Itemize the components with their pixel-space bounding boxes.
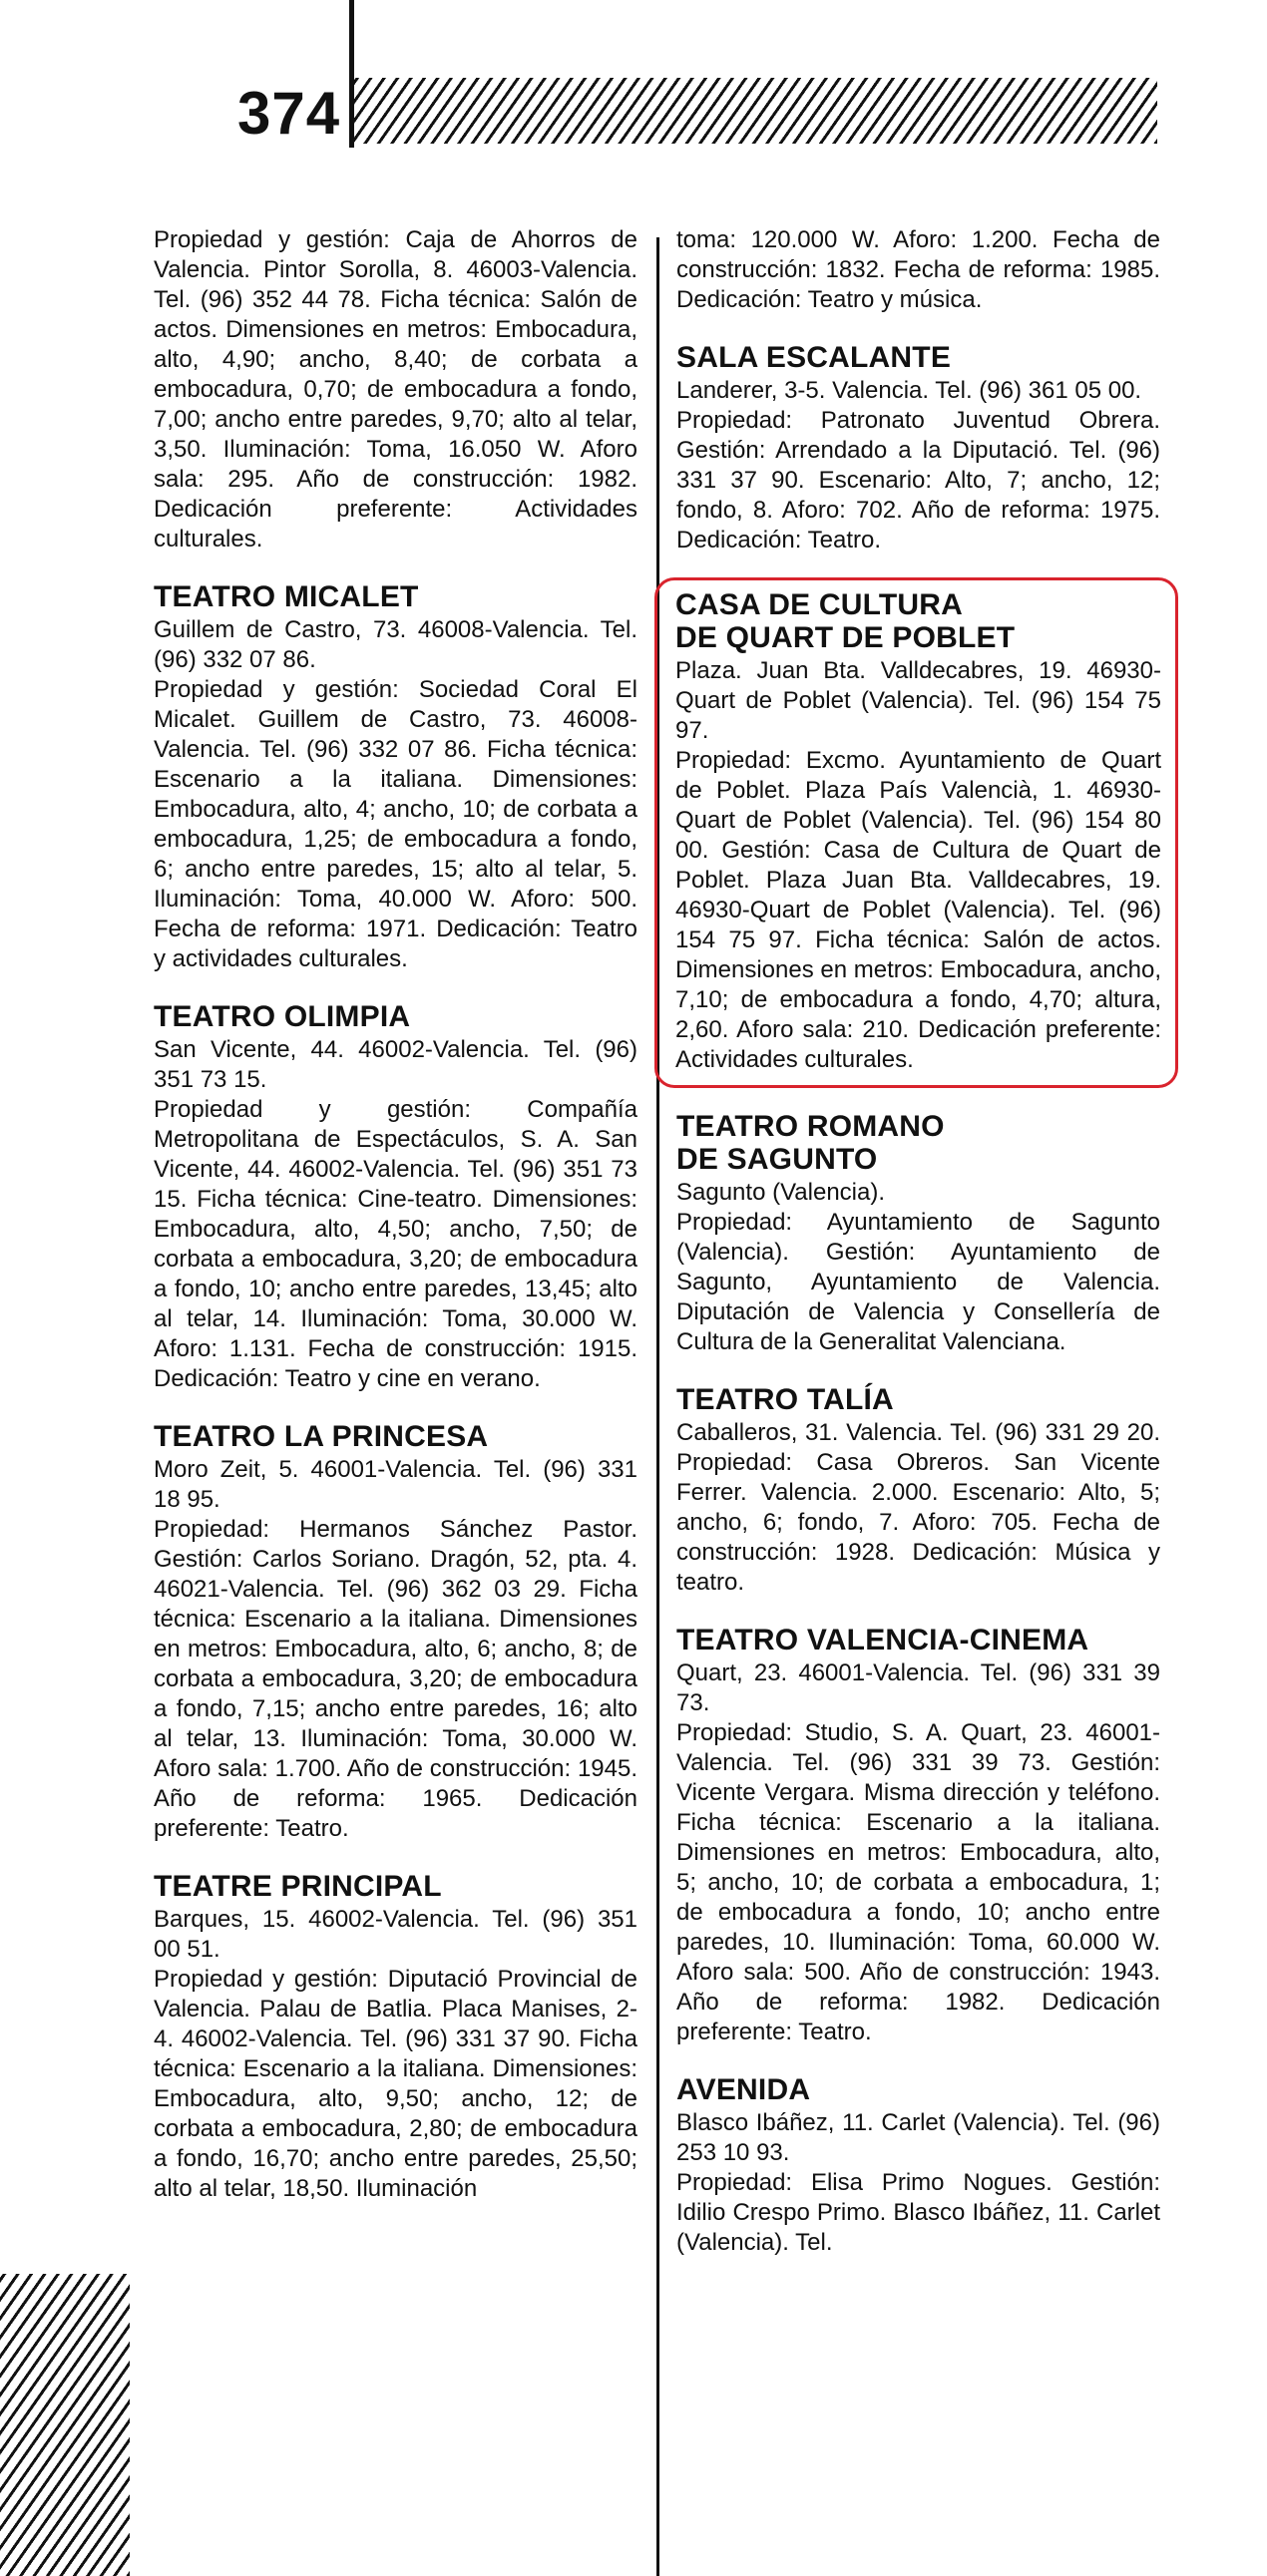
entry-text: Plaza. Juan Bta. Valldecabres, 19. 46930-Quart de Poblet (Valencia). Tel. (96) 154 75 97. <box>675 657 1161 744</box>
directory-entry <box>154 580 637 974</box>
entry-text: Quart, 23. 46001-Valencia. Tel. (96) 331 39 73. <box>676 1659 1160 1716</box>
entry-text: Propiedad: Elisa Primo Nogues. Gestión: Idilio Crespo Primo. Blasco Ibáñez, 11. Carlet (Valencia). Tel. <box>676 2169 1160 2256</box>
right-column <box>676 225 1160 2284</box>
entry-title: TEATRO LA PRINCESA <box>154 1420 489 1453</box>
entry-text: Propiedad y gestión: Caja de Ahorros de Valencia. Pintor Sorolla, 8. 46003-Valencia. Tel. (96) 352 44 78. Ficha técnica: Salón de actos. Dimensiones en metros: Embocadura, alto, 4,90; ancho, 8,40; de corbata a embocadura, 0,70; de embocadura a fondo, 7,00; ancho entre paredes, 9,70; alto al telar, 3,50. Iluminación: Toma, 16.050 W. Aforo sala: 295. Año de construcción: 1982. Dedicación preferente: Actividades culturales. <box>154 226 637 552</box>
entry-title: TEATRE PRINCIPAL <box>154 1870 442 1903</box>
entry-text: San Vicente, 44. 46002-Valencia. Tel. (96) 351 73 15. <box>154 1036 637 1093</box>
corner-hatch-decoration <box>0 2274 130 2576</box>
entry-text: Propiedad: Patronato Juventud Obrera. Gestión: Arrendado a la Diputació. Tel. (96) 331 37 90. Escenario: Alto, 7; ancho, 12; fondo, 8. Aforo: 702. Año de reforma: 1975. Dedicación: Teatro. <box>676 407 1160 553</box>
directory-entry <box>676 225 1160 315</box>
entry-title: CASA DE CULTURA DE QUART DE POBLET <box>675 588 1016 654</box>
entry-text: Propiedad: Ayuntamiento de Sagunto (Valencia). Gestión: Ayuntamiento de Sagunto, Ayuntamiento de Valencia. Diputación de Valencia y Consellería de Cultura de la Generalitat Valenciana. <box>676 1209 1160 1355</box>
entry-text: Propiedad: Excmo. Ayuntamiento de Quart de Poblet. Plaza País Valencià, 1. 46930-Quart de Poblet (Valencia). Tel. (96) 154 80 00. Gestión: Casa de Cultura de Quart de Poblet. Plaza Juan Bta. Valldecabres, 19. 46930-Quart de Poblet (Valencia). Tel. (96) 154 75 97. Ficha técnica: Salón de actos. Dimensiones en metros: Embocadura, ancho, 7,10; de embocadura a fondo, 4,70; altura, 2,60. Aforo sala: 210. Dedicación preferente: Actividades culturales. <box>675 747 1161 1073</box>
header-hatch-bar <box>354 78 1157 144</box>
entry-text: Propiedad y gestión: Diputació Provincial de Valencia. Palau de Batlia. Placa Manises, 2-4. 46002-Valencia. Tel. (96) 331 37 90. Ficha técnica: Escenario a la italiana. Dimensiones: Embocadura, alto, 9,50; ancho, 12; de corbata a embocadura, 2,80; de embocadura a fondo, 16,70; ancho entre paredes, 25,50; alto al telar, 18,50. Iluminación <box>154 1966 637 2202</box>
entry-text: Propiedad: Hermanos Sánchez Pastor. Gestión: Carlos Soriano. Dragón, 52, pta. 4. 46021-Valencia. Tel. (96) 362 03 29. Ficha técnica: Escenario a la italiana. Dimensiones en metros: Embocadura, alto, 6; ancho, 8; de corbata a embocadura, 3,20; de embocadura a fondo, 7,15; ancho entre paredes, 16; alto al telar, 13. Iluminación: Toma, 30.000 W. Aforo sala: 1.700. Año de construcción: 1945. Año de reforma: 1965. Dedicación preferente: Teatro. <box>154 1516 637 1842</box>
entry-title: TEATRO ROMANO DE SAGUNTO <box>676 1110 945 1176</box>
page-header <box>0 0 1267 160</box>
left-column <box>154 225 637 2230</box>
entry-title: TEATRO TALÍA <box>676 1383 894 1416</box>
directory-entry <box>676 1110 1160 1357</box>
directory-entry <box>676 1383 1160 1598</box>
directory-entry <box>676 1624 1160 2047</box>
entry-text: Propiedad y gestión: Compañía Metropolitana de Espectáculos, S. A. San Vicente, 44. 46002-Valencia. Tel. (96) 351 73 15. Ficha técnica: Cine-teatro. Dimensiones: Embocadura, alto, 4,50; ancho, 7,50; de corbata a embocadura, 3,20; de embocadura a fondo, 10; ancho entre paredes, 13,45; alto al telar, 14. Iluminación: Toma, 30.000 W. Aforo: 1.131. Fecha de construcción: 1915. Dedicación: Teatro y cine en verano. <box>154 1096 637 1392</box>
directory-entry <box>154 225 637 554</box>
page-number: 374 <box>237 80 341 147</box>
directory-entry <box>154 1870 637 2204</box>
entry-title: TEATRO MICALET <box>154 580 419 613</box>
entry-text: Landerer, 3-5. Valencia. Tel. (96) 361 05 00. <box>676 377 1142 404</box>
entry-text: Propiedad y gestión: Sociedad Coral El Micalet. Guillem de Castro, 73. 46008-Valencia. Tel. (96) 332 07 86. Ficha técnica: Escenario a la italiana. Dimensiones: Embocadura, alto, 4; ancho, 10; de corbata a embocadura, 1,25; de embocadura a fondo, 6; ancho entre paredes, 15; alto al telar, 5. Iluminación: Toma, 40.000 W. Aforo: 500. Fecha de reforma: 1971. Dedicación: Teatro y actividades culturales. <box>154 676 637 972</box>
directory-entry <box>676 341 1160 555</box>
entry-title: SALA ESCALANTE <box>676 341 952 374</box>
directory-entry <box>676 2073 1160 2258</box>
entry-text: Moro Zeit, 5. 46001-Valencia. Tel. (96) 331 18 95. <box>154 1456 637 1513</box>
directory-entry <box>154 1000 637 1394</box>
directory-entry <box>154 1420 637 1844</box>
entry-text: Sagunto (Valencia). <box>676 1179 886 1206</box>
entry-title: AVENIDA <box>676 2073 811 2106</box>
entry-text: Blasco Ibáñez, 11. Carlet (Valencia). Tel. (96) 253 10 93. <box>676 2109 1160 2166</box>
entry-text: Barques, 15. 46002-Valencia. Tel. (96) 351 00 51. <box>154 1906 637 1963</box>
entry-text: Propiedad: Studio, S. A. Quart, 23. 46001-Valencia. Tel. (96) 331 39 73. Gestión: Vicente Vergara. Misma dirección y teléfono. Ficha técnica: Escenario a la italiana. Dimensiones en metros: Embocadura, alto, 5; ancho, 10; de corbata a embocadura, 1; de embocadura a fondo, 10; ancho entre paredes, 10. Iluminación: Toma, 60.000 W. Aforo sala: 500. Año de construcción: 1943. Año de reforma: 1982. Dedicación preferente: Teatro. <box>676 1719 1160 2045</box>
entry-text: Caballeros, 31. Valencia. Tel. (96) 331 29 20. Propiedad: Casa Obreros. San Vicente Ferrer. Valencia. 2.000. Escenario: Alto, 5; ancho, 6; fondo, 7. Aforo: 705. Fecha de construcción: 1928. Dedicación: Música y teatro. <box>676 1419 1160 1596</box>
entry-text: toma: 120.000 W. Aforo: 1.200. Fecha de construcción: 1832. Fecha de reforma: 1985. Dedicación: Teatro y música. <box>676 226 1160 313</box>
entry-title: TEATRO OLIMPIA <box>154 1000 411 1033</box>
highlighted-entry <box>654 577 1178 1088</box>
entry-text: Guillem de Castro, 73. 46008-Valencia. Tel. (96) 332 07 86. <box>154 616 637 673</box>
entry-title: TEATRO VALENCIA-CINEMA <box>676 1624 1089 1656</box>
